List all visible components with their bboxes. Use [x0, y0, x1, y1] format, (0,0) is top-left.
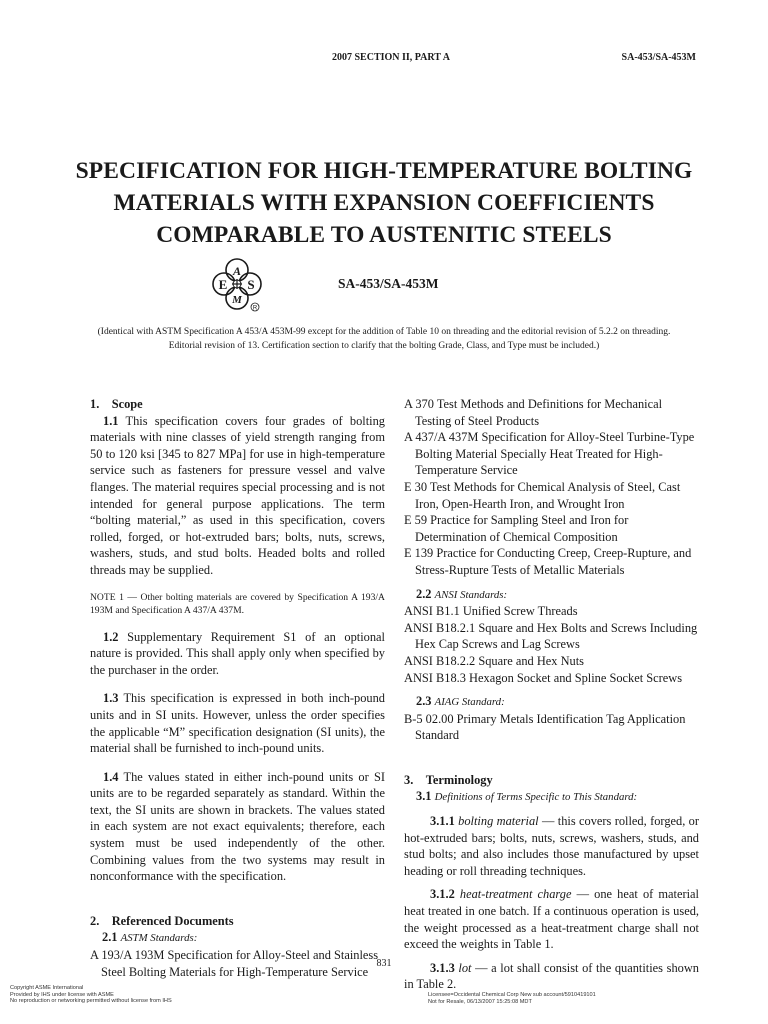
right-column [404, 396, 699, 993]
note-1: NOTE 1 — Other bolting materials are covered by Specification A 193/A 193M and Specification A 437/A 437M. [90, 591, 385, 616]
running-header-code: SA-453/SA-453M [621, 52, 696, 63]
subsection-ansi-standards: 2.2 ANSI Standards: [416, 586, 508, 601]
section-heading-scope: 1. Scope [90, 397, 143, 411]
section-heading-terminology: 3. Terminology [404, 772, 493, 787]
reference-item: A 370 Test Methods and Definitions for Mechanical Testing of Steel Products [404, 397, 663, 428]
spec-designation: SA-453/SA-453M [338, 276, 439, 291]
definition-lot: 3.1.3 lot — a lot shall consist of the quantities shown in Table 2. [404, 960, 699, 992]
identical-note: (Identical with ASTM Specification A 453/A 453M-99 except for the addition of Table 10 on threading and the editorial revision of 5.2.2 on threading. Editorial revision of 13. Certification section to clarify that the bolting Grade, Class, and Type must be included.) [97, 327, 671, 351]
reference-item: E 30 Test Methods for Chemical Analysis of Steel, Cast Iron, Open-Hearth Iron, and Wrought Iron [404, 479, 681, 511]
reference-item: E 139 Practice for Conducting Creep, Creep-Rupture, and Stress-Rupture Tests of Metallic Materials [404, 546, 692, 577]
logo-letter-m: M [232, 294, 242, 306]
paragraph-1-2: 1.2 Supplementary Requirement S1 of an optional nature is provided. This shall apply only when specified by the purchaser in the order. [90, 629, 385, 677]
subsection-astm-standards: 2.1 ASTM Standards: [102, 930, 198, 945]
footer-line: Copyright ASME International [10, 985, 84, 991]
page-number: 831 [376, 958, 392, 969]
subsection-aiag-standard: 2.3 AIAG Standard: [416, 694, 505, 709]
footer-line: Not for Resale, 06/13/2007 15:25:08 MDT [428, 998, 532, 1005]
definition-bolting-material: 3.1.1 bolting material — this covers rolled, forged, or hot-extruded bars; bolts, nuts, screws, washers, studs, and stud bolts; and also includes those manufactured by upset heading or roll threading techniques. [404, 814, 699, 878]
document-title [60, 155, 708, 251]
title-line-1: SPECIFICATION FOR HIGH-TEMPERATURE BOLTING [75, 158, 693, 184]
paragraph-1-1: 1.1 This specification covers four grades of bolting materials with nine classes of yield strength ranging from 50 to 120 ksi [345 to 827 MPa] for use in high-temperature service such as fasteners for pressure vessel and valve flanges. The material requires special processing and is not intended for general purpose applications. The term “bolting material,” as used in this specification, covers rolled, forged, or hot-extruded bars; bolts, nuts, screws, washers, studs, and stud bolts. Headed bolts and rolled threads may be supplied. [90, 413, 385, 577]
paragraph-1-4: 1.4 The values stated in either inch-pound units or SI units are to be regarded separately as standard. Within the text, the SI units are shown in brackets. The values stated in each system are not exact equivalents; therefore, each system must be used independently of the other. Combining values from the two systems may result in nonconformance with the specification. [90, 769, 385, 884]
footer-line: No reproduction or networking permitted without license from IHS [10, 998, 172, 1005]
reference-item: ANSI B18.2.1 Square and Hex Bolts and Screws Including Hex Cap Screws and Lag Screws [404, 620, 698, 652]
logo-letter-e: E [218, 277, 228, 292]
footer-line: Licensee=Occidental Chemical Corp New sub account/5910419101 [428, 992, 596, 998]
asme-clover-logo [209, 257, 293, 315]
reference-item: ANSI B18.2.2 Square and Hex Nuts [404, 653, 584, 668]
reference-item: E 59 Practice for Sampling Steel and Iron for Determination of Chemical Composition [404, 513, 629, 544]
paragraph-1-3: 1.3 This specification is expressed in both inch-pound units and in SI units. However, unless the order specifies the applicable “M” specification designation (SI units), the material shall be furnished to inch-pound units. [90, 691, 386, 756]
logo-letter-s: S [247, 277, 255, 292]
section-heading-referenced-documents: 2. Referenced Documents [90, 913, 234, 928]
title-line-2: MATERIALS WITH EXPANSION COEFFICIENTS [113, 190, 655, 216]
definition-heat-treatment-charge: 3.1.2 heat-treatment charge — one heat of material heat treated in one batch. If a continuous operation is used, the weight processed as a heat-treatment charge shall not exceed the weights in Table 1. [404, 887, 699, 952]
logo-letter-a: A [232, 264, 242, 278]
reference-item: ANSI B1.1 Unified Screw Threads [404, 604, 578, 619]
reference-item: A 193/A 193M Specification for Alloy-Steel and Stainless Steel Bolting Materials for High-Temperature Service [90, 948, 379, 979]
left-column [90, 396, 385, 980]
reference-item: ANSI B18.3 Hexagon Socket and Spline Socket Screws [404, 670, 683, 685]
registered-mark: R [252, 305, 258, 312]
running-header-section: 2007 SECTION II, PART A [332, 52, 450, 63]
reference-item: A 437/A 437M Specification for Alloy-Steel Turbine-Type Bolting Material Specially Heat Treated for High-Temperature Service [404, 430, 695, 478]
footer-copyright [10, 985, 172, 1005]
title-line-3: COMPARABLE TO AUSTENITIC STEELS [156, 222, 612, 248]
footer-line: Provided by IHS under license with ASME [10, 991, 114, 998]
subsection-definitions: 3.1 Definitions of Terms Specific to This Standard: [416, 789, 638, 804]
reference-item: B-5 02.00 Primary Metals Identification Tag Application Standard [404, 711, 686, 743]
footer-license [428, 992, 596, 1005]
